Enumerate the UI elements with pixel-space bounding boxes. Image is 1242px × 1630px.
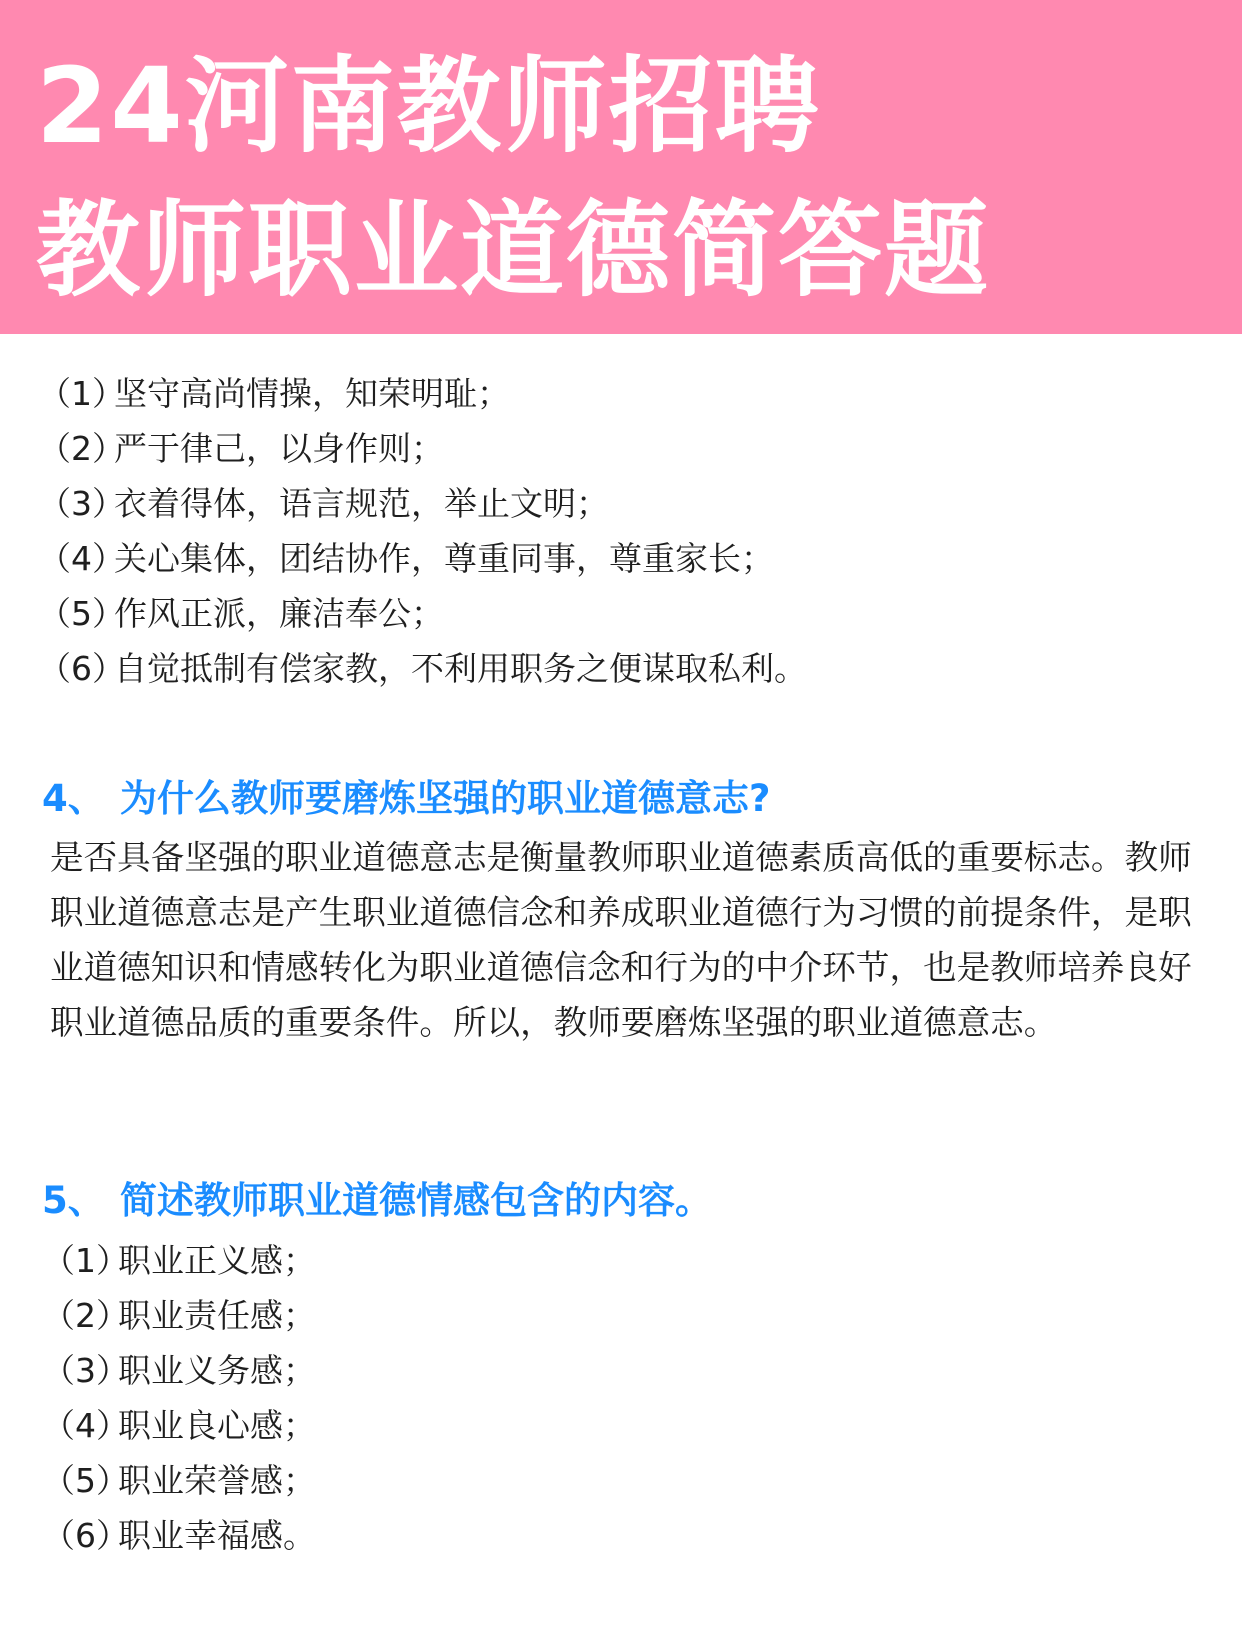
item-number: （4）: [38, 539, 125, 578]
item-text: 关心集体，团结协作，尊重同事，尊重家长；: [114, 539, 774, 578]
item-text: 严于律己，以身作则；: [114, 429, 444, 468]
professional-emotion-list: [42, 1233, 316, 1563]
item-text: 职业正义感；: [118, 1241, 316, 1280]
list-item: [42, 1288, 316, 1343]
list-item: [42, 1233, 316, 1288]
question-4-answer: 是否具备坚强的职业道德意志是衡量教师职业道德素质高低的重要标志。教师职业道德意志是产生职业道德信念和养成职业道德行为习惯的前提条件，是职业道德知识和情感转化为职业道德信念和行为的中介环节，也是教师培养良好职业道德品质的重要条件。所以，教师要磨炼坚强的职业道德意志。: [50, 838, 1192, 1042]
item-number: （2）: [42, 1296, 129, 1335]
item-text: 职业良心感；: [118, 1406, 316, 1445]
item-number: （6）: [38, 649, 125, 688]
list-item: [42, 1398, 316, 1453]
item-number: （5）: [42, 1461, 129, 1500]
teacher-conduct-list: [38, 366, 807, 696]
item-text: 自觉抵制有偿家教，不利用职务之便谋取私利。: [114, 649, 807, 688]
list-item: [38, 641, 807, 696]
item-text: 职业义务感；: [118, 1351, 316, 1390]
question-5-heading: [42, 1179, 712, 1222]
item-text: 职业幸福感。: [118, 1516, 316, 1555]
item-number: （5）: [38, 594, 125, 633]
question-number: 4、: [42, 777, 105, 820]
question-number: 5、: [42, 1179, 105, 1222]
question-title: 为什么教师要磨炼坚强的职业道德意志?: [120, 777, 771, 820]
page-title-line-2: 教师职业道德简答题: [36, 189, 991, 311]
item-number: （1）: [38, 374, 125, 413]
list-item: [38, 586, 807, 641]
item-number: （3）: [42, 1351, 129, 1390]
item-number: （2）: [38, 429, 125, 468]
question-title: 简述教师职业道德情感包含的内容。: [120, 1179, 712, 1222]
item-text: 作风正派，廉洁奉公；: [114, 594, 444, 633]
item-text: 职业责任感；: [118, 1296, 316, 1335]
item-number: （1）: [42, 1241, 129, 1280]
list-item: [38, 531, 807, 586]
list-item: [42, 1343, 316, 1398]
list-item: [38, 421, 807, 476]
list-item: [42, 1453, 316, 1508]
list-item: [38, 476, 807, 531]
item-number: （4）: [42, 1406, 129, 1445]
item-text: 衣着得体，语言规范，举止文明；: [114, 484, 609, 523]
item-number: （3）: [38, 484, 125, 523]
item-number: （6）: [42, 1516, 129, 1555]
list-item: [38, 366, 807, 421]
title-banner: [0, 0, 1242, 334]
item-text: 坚守高尚情操，知荣明耻；: [114, 374, 510, 413]
item-text: 职业荣誉感；: [118, 1461, 316, 1500]
question-4-heading: [42, 777, 771, 820]
page-title-line-1: 24河南教师招聘: [36, 45, 821, 167]
list-item: [42, 1508, 316, 1563]
